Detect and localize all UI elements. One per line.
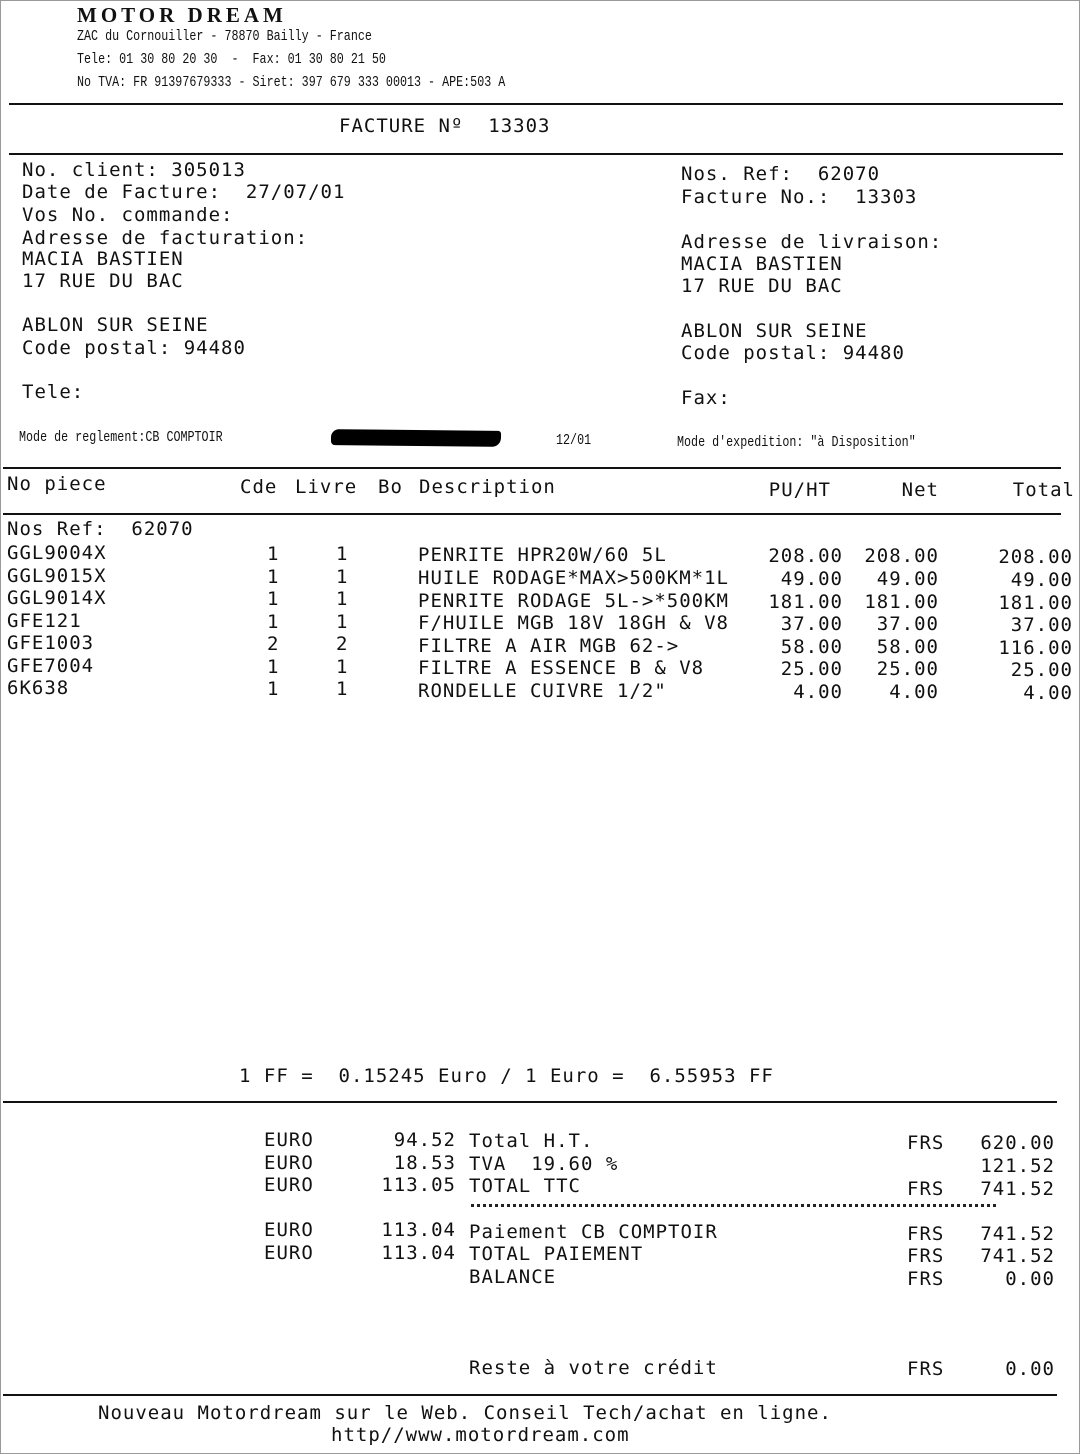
company-address: ZAC du Cornouiller - 78870 Bailly - France (77, 28, 372, 45)
row-net: 25.00 (876, 658, 939, 680)
card-expiry: 12/01 (556, 432, 592, 449)
billing-postal: Code postal: 94480 (22, 337, 246, 359)
row-total: 49.00 (1010, 569, 1073, 591)
payment-frs: FRS (907, 1245, 945, 1267)
payment-frs-amount: 741.52 (980, 1223, 1055, 1245)
row-description: HUILE RODAGE*MAX>500KM*1L (418, 567, 729, 589)
row-unit-price: 49.00 (780, 568, 843, 590)
row-piece: GGL9014X (7, 587, 107, 609)
row-livre: 1 (336, 588, 349, 610)
billing-city: ABLON SUR SEINE (22, 314, 209, 336)
row-piece: 6K638 (7, 677, 70, 699)
row-cde: 1 (267, 566, 280, 588)
row-description: F/HUILE MGB 18V 18GH & V8 (418, 612, 729, 634)
col-header-bo: Bo (378, 476, 403, 498)
footer-website-link[interactable]: http//www.motordream.com (331, 1424, 630, 1446)
redaction-mark (331, 429, 501, 447)
currency-conversion: 1 FF = 0.15245 Euro / 1 Euro = 6.55953 FF (239, 1065, 774, 1087)
payment-currency: EURO (264, 1219, 314, 1241)
col-header-total: Total (1012, 479, 1075, 501)
payment-label: TOTAL PAIEMENT (469, 1243, 644, 1265)
row-total: 37.00 (1010, 614, 1073, 636)
billing-street: 17 RUE DU BAC (22, 270, 184, 292)
invoice-number: Facture No.: 13303 (681, 186, 918, 208)
invoice-date: Date de Facture: 27/07/01 (22, 181, 346, 203)
credit-amount: 0.00 (1005, 1358, 1055, 1380)
shipping-postal: Code postal: 94480 (681, 342, 905, 364)
credit-frs: FRS (907, 1358, 945, 1380)
totals-label: Total H.T. (469, 1130, 594, 1152)
client-number: No. client: 305013 (22, 159, 246, 181)
row-piece: GGL9015X (7, 565, 107, 587)
totals-frs-amount: 121.52 (980, 1155, 1055, 1177)
row-cde: 1 (267, 656, 280, 678)
shipping-city: ABLON SUR SEINE (681, 320, 868, 342)
row-cde: 1 (267, 588, 280, 610)
row-net: 37.00 (876, 613, 939, 635)
table-ref-line: Nos Ref: 62070 (7, 518, 194, 540)
shipping-address-label: Adresse de livraison: (681, 231, 943, 253)
payment-mode: Mode de reglement:CB COMPTOIR (19, 429, 223, 446)
row-description: PENRITE RODAGE 5L->*500KM (418, 590, 729, 612)
row-total: 208.00 (998, 546, 1073, 568)
row-piece: GFE7004 (7, 655, 95, 677)
row-cde: 2 (267, 633, 280, 655)
footer-promo: Nouveau Motordream sur le Web. Conseil Tech/achat en ligne. (98, 1402, 832, 1424)
row-cde: 1 (267, 611, 280, 633)
payment-label: Paiement CB COMPTOIR (469, 1221, 718, 1243)
payment-frs-amount: 0.00 (1005, 1268, 1055, 1290)
row-livre: 1 (336, 656, 349, 678)
totals-frs: FRS (907, 1132, 945, 1154)
shipping-fax: Fax: (681, 387, 731, 409)
col-header-cde: Cde (240, 476, 278, 498)
totals-euro-amount: 18.53 (393, 1152, 456, 1174)
totals-euro-amount: 94.52 (393, 1129, 456, 1151)
row-livre: 1 (336, 566, 349, 588)
payment-frs: FRS (907, 1268, 945, 1290)
row-description: PENRITE HPR20W/60 5L (418, 544, 667, 566)
row-description: FILTRE A AIR MGB 62-> (418, 635, 680, 657)
row-total: 4.00 (1023, 682, 1073, 704)
our-reference: Nos. Ref: 62070 (681, 163, 881, 185)
row-cde: 1 (267, 543, 280, 565)
billing-address-label: Adresse de facturation: (22, 227, 309, 249)
totals-frs-amount: 620.00 (980, 1132, 1055, 1154)
col-header-net: Net (901, 479, 939, 501)
row-unit-price: 208.00 (768, 545, 843, 567)
payment-frs-amount: 741.52 (980, 1245, 1055, 1267)
row-net: 208.00 (864, 545, 939, 567)
invoice-title: FACTURE Nº 13303 (339, 115, 551, 137)
header-rule (9, 103, 1063, 105)
row-net: 181.00 (864, 591, 939, 613)
totals-frs-amount: 741.52 (980, 1178, 1055, 1200)
row-net: 49.00 (876, 568, 939, 590)
row-unit-price: 181.00 (768, 591, 843, 613)
col-header-piece: No piece (7, 473, 107, 495)
row-total: 116.00 (998, 637, 1073, 659)
billing-tele: Tele: (22, 381, 85, 403)
row-livre: 2 (336, 633, 349, 655)
order-number: Vos No. commande: (22, 204, 234, 226)
totals-currency: EURO (264, 1129, 314, 1151)
footer-rule (3, 1394, 1057, 1396)
row-unit-price: 58.00 (780, 636, 843, 658)
payment-label: BALANCE (469, 1266, 557, 1288)
totals-euro-amount: 113.05 (381, 1174, 456, 1196)
company-phone-fax: Tele: 01 30 80 20 30 - Fax: 01 30 80 21 50 (77, 51, 386, 68)
row-piece: GGL9004X (7, 542, 107, 564)
payment-currency: EURO (264, 1242, 314, 1264)
row-unit-price: 4.00 (793, 681, 843, 703)
totals-currency: EURO (264, 1152, 314, 1174)
shipping-street: 17 RUE DU BAC (681, 275, 843, 297)
payment-euro-amount: 113.04 (381, 1219, 456, 1241)
totals-frs: FRS (907, 1178, 945, 1200)
dotted-separator (471, 1204, 996, 1207)
row-livre: 1 (336, 543, 349, 565)
totals-rule (3, 1101, 1057, 1103)
totals-currency: EURO (264, 1174, 314, 1196)
credit-label: Reste à votre crédit (469, 1357, 718, 1379)
shipping-name: MACIA BASTIEN (681, 253, 843, 275)
row-unit-price: 37.00 (780, 613, 843, 635)
row-unit-price: 25.00 (780, 658, 843, 680)
row-description: RONDELLE CUIVRE 1/2" (418, 680, 667, 702)
row-piece: GFE1003 (7, 632, 95, 654)
shipping-mode: Mode d'expedition: "à Disposition" (677, 434, 916, 451)
row-livre: 1 (336, 611, 349, 633)
row-net: 4.00 (889, 681, 939, 703)
table-header-rule (3, 513, 1061, 515)
row-piece: GFE121 (7, 610, 82, 632)
payment-euro-amount: 113.04 (381, 1242, 456, 1264)
row-description: FILTRE A ESSENCE B & V8 (418, 657, 705, 679)
company-name: MOTOR DREAM (77, 3, 287, 27)
col-header-pu-ht: PU/HT (768, 479, 831, 501)
row-cde: 1 (267, 678, 280, 700)
col-header-livre: Livre (295, 476, 358, 498)
payment-frs: FRS (907, 1223, 945, 1245)
row-livre: 1 (336, 678, 349, 700)
col-header-description: Description (419, 476, 556, 498)
row-net: 58.00 (876, 636, 939, 658)
title-rule (9, 153, 1063, 155)
billing-name: MACIA BASTIEN (22, 248, 184, 270)
row-total: 25.00 (1010, 659, 1073, 681)
company-tax-ids: No TVA: FR 91397679333 - Siret: 397 679 333 00013 - APE:503 A (77, 74, 506, 91)
table-top-rule (3, 467, 1061, 469)
totals-label: TOTAL TTC (469, 1175, 581, 1197)
row-total: 181.00 (998, 592, 1073, 614)
totals-label: TVA 19.60 % (469, 1153, 619, 1175)
